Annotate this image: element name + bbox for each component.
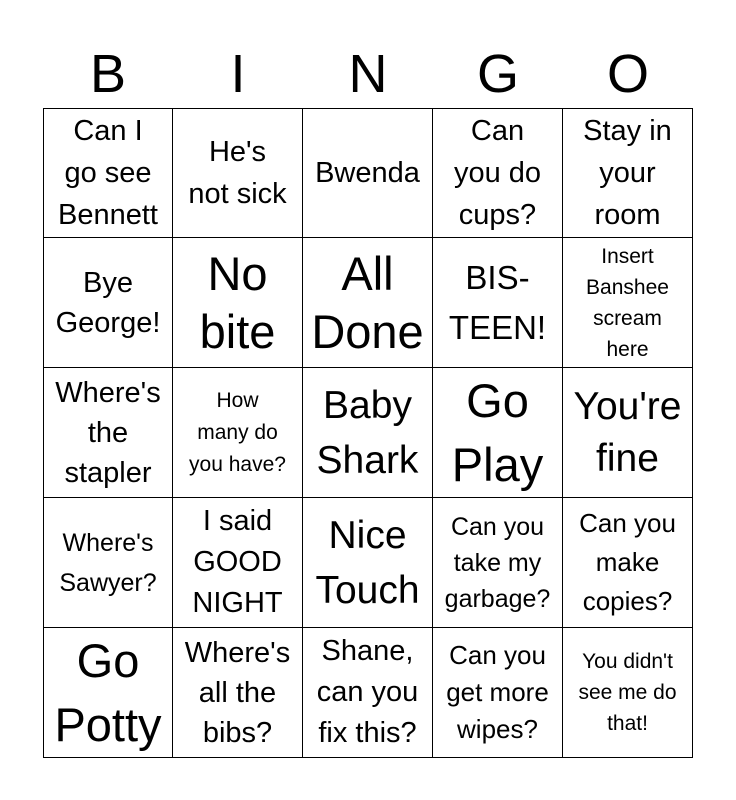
bingo-cell[interactable] bbox=[563, 498, 693, 628]
bingo-cell[interactable] bbox=[173, 238, 303, 368]
bingo-cell[interactable] bbox=[433, 628, 563, 758]
bingo-cell[interactable] bbox=[303, 238, 433, 368]
bingo-cell[interactable] bbox=[43, 368, 173, 498]
cell-text: Can you take my garbage? bbox=[444, 512, 551, 613]
bingo-cell[interactable] bbox=[303, 108, 433, 238]
bingo-cell[interactable] bbox=[173, 498, 303, 628]
bingo-cell[interactable] bbox=[303, 498, 433, 628]
bingo-cell[interactable] bbox=[433, 498, 563, 628]
bingo-cell[interactable] bbox=[563, 628, 693, 758]
header-letter-o: O bbox=[606, 44, 649, 104]
cell-text: Can I go see Bennett bbox=[58, 115, 158, 231]
cell-text: BIS- TEEN! bbox=[448, 258, 547, 346]
cell-text: He's not sick bbox=[188, 136, 287, 210]
cell-text: Bye George! bbox=[55, 266, 161, 339]
cell-text: Where's Sawyer? bbox=[59, 528, 157, 597]
bingo-cell[interactable] bbox=[563, 108, 693, 238]
cell-text: Can you make copies? bbox=[579, 508, 676, 616]
bingo-grid bbox=[43, 108, 693, 758]
header-letter-b: B bbox=[89, 44, 127, 104]
bingo-cell[interactable] bbox=[43, 238, 173, 368]
bingo-cell[interactable] bbox=[563, 238, 693, 368]
cell-text: Nice Touch bbox=[315, 513, 420, 612]
bingo-cell[interactable] bbox=[303, 628, 433, 758]
bingo-cell[interactable] bbox=[563, 368, 693, 498]
bingo-cell[interactable] bbox=[433, 368, 563, 498]
cell-text: Stay in your room bbox=[583, 115, 672, 231]
cell-text: How many do you have? bbox=[189, 388, 286, 476]
cell-text: Go Play bbox=[451, 373, 544, 491]
cell-text: No bite bbox=[199, 246, 276, 358]
cell-text: Shane, can you fix this? bbox=[316, 635, 419, 749]
bingo-cell[interactable] bbox=[173, 368, 303, 498]
bingo-header bbox=[43, 40, 693, 108]
cell-text: Where's the stapler bbox=[55, 376, 161, 489]
cell-text: Can you get more wipes? bbox=[446, 640, 549, 744]
cell-text: All Done bbox=[311, 246, 424, 358]
header-letter-g: G bbox=[476, 44, 519, 104]
cell-text: Bwenda bbox=[315, 157, 420, 189]
bingo-cell[interactable] bbox=[43, 628, 173, 758]
cell-text: Go Potty bbox=[54, 633, 162, 751]
cell-text: You didn't see me do that! bbox=[578, 650, 677, 735]
bingo-cell[interactable] bbox=[303, 368, 433, 498]
bingo-cell[interactable] bbox=[173, 628, 303, 758]
cell-text: I said GOOD NIGHT bbox=[192, 505, 283, 619]
bingo-cell[interactable] bbox=[173, 108, 303, 238]
cell-text: Insert Banshee scream here bbox=[586, 244, 669, 361]
bingo-cell[interactable] bbox=[43, 498, 173, 628]
bingo-cell[interactable] bbox=[433, 108, 563, 238]
header-letter-i: I bbox=[230, 44, 246, 104]
bingo-cell[interactable] bbox=[433, 238, 563, 368]
cell-text: Where's all the bibs? bbox=[184, 636, 291, 749]
cell-text: Can you do cups? bbox=[453, 115, 542, 231]
bingo-cell[interactable] bbox=[43, 108, 173, 238]
header-letter-n: N bbox=[348, 44, 388, 104]
cell-text: You're fine bbox=[573, 384, 682, 480]
cell-text: Baby Shark bbox=[316, 383, 419, 482]
